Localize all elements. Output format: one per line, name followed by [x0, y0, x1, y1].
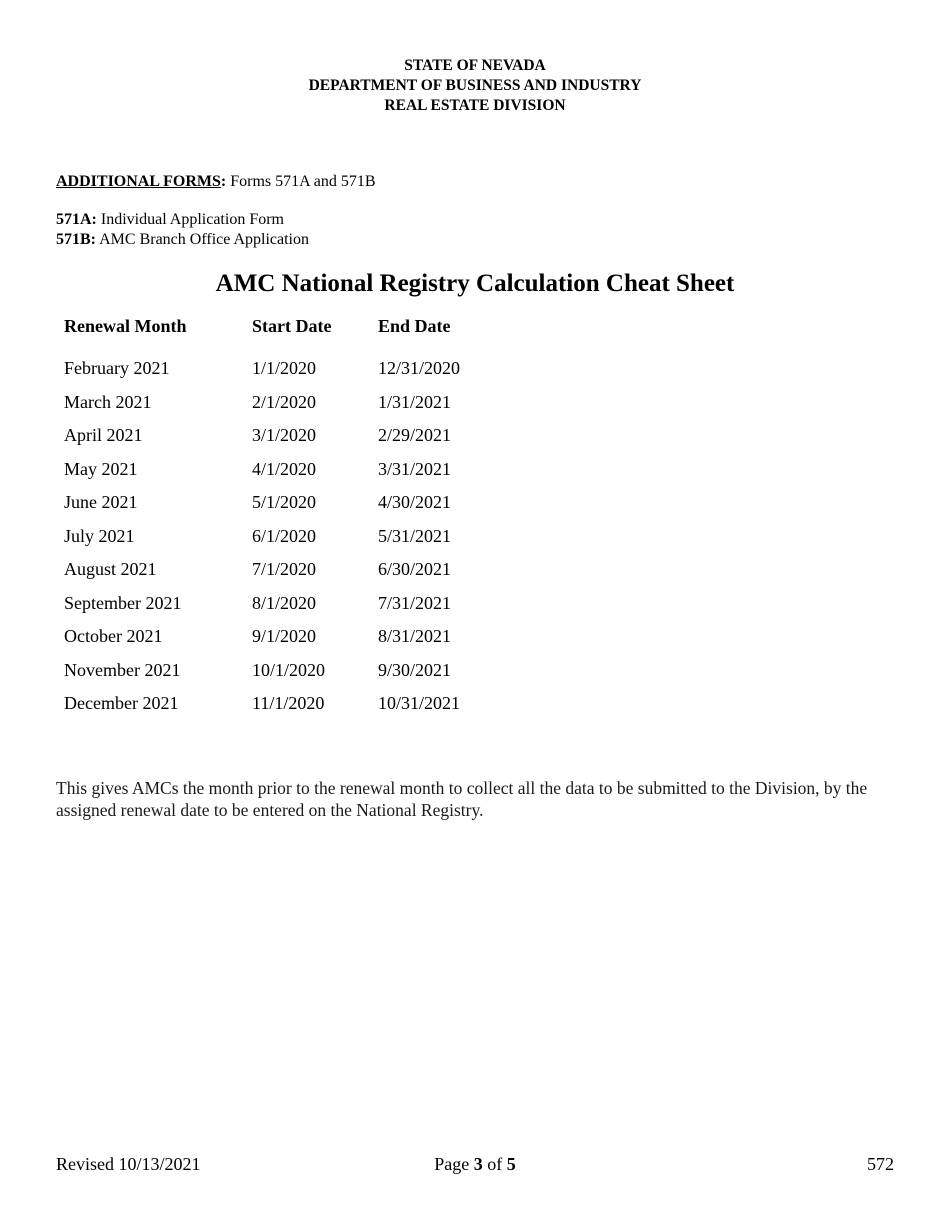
table-row [56, 587, 478, 621]
header-department: DEPARTMENT OF BUSINESS AND INDUSTRY [308, 77, 642, 94]
start-date-cell: 8/1/2020 [252, 592, 317, 613]
renewal-month-cell: February 2021 [64, 358, 170, 378]
form-item-571a [56, 210, 284, 230]
end-date-cell: 10/31/2021 [378, 693, 461, 713]
column-header-end-date: End Date [378, 316, 451, 336]
start-date-cell: 3/1/2020 [252, 425, 317, 445]
table-row [56, 486, 478, 520]
header-state: STATE OF NEVADA [404, 57, 546, 74]
table-row [56, 654, 478, 688]
table-row [56, 553, 478, 587]
table-row [56, 520, 478, 554]
start-date-cell: 7/1/2020 [252, 559, 317, 579]
renewal-month-cell: May 2021 [64, 458, 138, 479]
renewal-month-cell: August 2021 [64, 559, 157, 579]
additional-forms-line [56, 172, 376, 192]
start-date-cell: 1/1/2020 [252, 358, 317, 378]
end-date-cell: 7/31/2021 [378, 592, 452, 613]
page-of: of [482, 1154, 507, 1174]
revised-date: Revised 10/13/2021 [56, 1154, 201, 1174]
form-item-571b [56, 230, 309, 250]
table-row [56, 453, 478, 487]
end-date-cell: 8/31/2021 [378, 626, 452, 646]
renewal-month-cell: September 2021 [64, 592, 182, 613]
table-header-row [56, 312, 478, 340]
end-date-cell: 2/29/2021 [378, 425, 452, 445]
renewal-month-cell: April 2021 [64, 425, 143, 445]
end-date-cell: 9/30/2021 [378, 659, 452, 680]
renewal-month-cell: November 2021 [64, 659, 181, 680]
page-footer [56, 1152, 894, 1176]
start-date-cell: 2/1/2020 [252, 391, 317, 412]
form-code: 571A: [56, 211, 97, 228]
start-date-cell: 10/1/2020 [252, 659, 326, 680]
end-date-cell: 3/31/2021 [378, 458, 452, 479]
table-row [56, 386, 478, 420]
page-number [56, 1152, 894, 1176]
table-row [56, 687, 478, 721]
page-prefix: Page [434, 1154, 474, 1174]
renewal-month-cell: June 2021 [64, 492, 138, 512]
renewal-month-cell: March 2021 [64, 391, 152, 412]
start-date-cell: 9/1/2020 [252, 626, 317, 646]
form-description: AMC Branch Office Application [96, 231, 309, 248]
end-date-cell: 6/30/2021 [378, 559, 452, 579]
form-description: Individual Application Form [96, 211, 284, 228]
column-header-start-date: Start Date [252, 316, 332, 336]
start-date-cell: 5/1/2020 [252, 492, 317, 512]
additional-forms-label: ADDITIONAL FORMS [56, 173, 221, 190]
explanatory-note: This gives AMCs the month prior to the renewal month to collect all the data to be submitted to the Division, by the assigned renewal date to be entered on the National Registry. [56, 778, 868, 820]
start-date-cell: 11/1/2020 [252, 693, 325, 713]
table-row [56, 620, 478, 654]
table-spacer [56, 340, 478, 352]
additional-forms-colon: : [220, 173, 227, 190]
table-row [56, 419, 478, 453]
end-date-cell: 1/31/2021 [378, 391, 452, 412]
document-header [0, 56, 950, 116]
end-date-cell: 4/30/2021 [378, 492, 452, 512]
renewal-month-cell: December 2021 [64, 693, 179, 713]
start-date-cell: 6/1/2020 [252, 525, 317, 546]
end-date-cell: 5/31/2021 [378, 525, 452, 546]
end-date-cell: 12/31/2020 [378, 358, 461, 378]
renewal-month-cell: October 2021 [64, 626, 163, 646]
form-number: 572 [867, 1154, 894, 1174]
start-date-cell: 4/1/2020 [252, 458, 317, 479]
form-code: 571B: [56, 231, 96, 248]
table-row [56, 352, 478, 386]
column-header-renewal-month: Renewal Month [64, 316, 187, 336]
page-total: 5 [506, 1154, 516, 1174]
page-current: 3 [473, 1154, 483, 1174]
page-title: AMC National Registry Calculation Cheat Sheet [215, 270, 735, 297]
additional-forms-text: Forms 571A and 571B [226, 173, 376, 190]
renewal-table [56, 312, 478, 721]
renewal-month-cell: July 2021 [64, 525, 135, 546]
header-division: REAL ESTATE DIVISION [384, 97, 566, 114]
